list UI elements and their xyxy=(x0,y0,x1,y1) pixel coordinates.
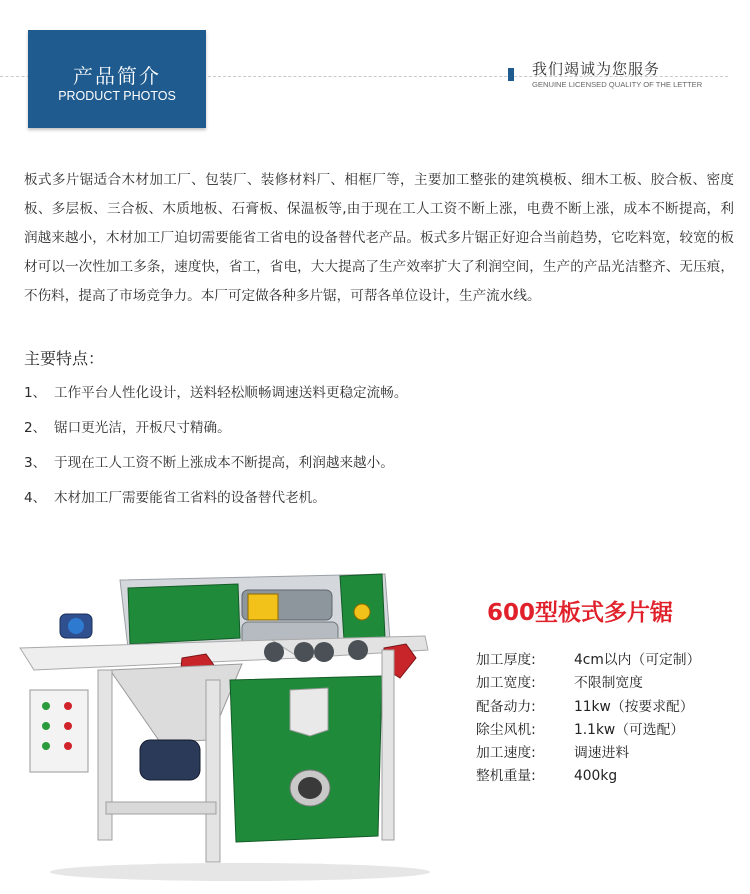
spec-value: 4cm以内（可定制） xyxy=(574,652,701,668)
feature-number: 4、 xyxy=(24,490,47,506)
feature-text: 工作平台人性化设计，送料轻松顺畅调速送料更稳定流畅。 xyxy=(54,385,408,401)
product-description: 板式多片锯适合木材加工厂、包装厂、装修材料厂、相框厂等，主要加工整张的建筑模板、细木工板、胶合板、密度板、多层板、三合板、木质地板、石膏板、保温板等,由于现在工人工资不断上涨，电费不断上涨，成本不断提高，利润越来越小，木材加工厂迫切需要能省工省电的设备替代老产品。板式多片锯正好迎合当前趋势，它吃料宽，较宽的板材可以一次性加工多条，速度快，省工，省电，大大提高了生产效率扩大了利润空间，生产的产品光洁整齐、无压痕，不伤料，提高了市场竞争力。本厂可定做各种多片锯，可帮各单位设计，生产流水线。 xyxy=(24,172,734,304)
spec-label: 除尘风机: xyxy=(476,721,536,738)
feature-text: 木材加工厂需要能省工省料的设备替代老机。 xyxy=(54,490,326,506)
spec-label: 加工速度: xyxy=(476,745,536,762)
slogan-text: 我们竭诚为您服务 xyxy=(532,60,661,78)
feature-text: 于现在工人工资不断上涨成本不断提高，利润越来越小。 xyxy=(54,455,394,471)
feature-number: 3、 xyxy=(24,455,47,471)
spec-label: 配备动力: xyxy=(476,698,536,715)
spec-label: 整机重量: xyxy=(476,768,536,785)
section-subtitle: PRODUCT PHOTOS xyxy=(58,89,176,103)
features-heading: 主要特点： xyxy=(24,349,105,368)
spec-label: 加工宽度: xyxy=(476,675,536,692)
spec-row xyxy=(476,671,700,694)
spec-value: 1.1kw（可选配） xyxy=(574,721,685,738)
header-divider-left xyxy=(0,76,30,77)
spec-value: 不限制宽度 xyxy=(574,675,643,692)
feature-number: 2、 xyxy=(24,420,47,436)
spec-row xyxy=(476,695,700,718)
machine-photo xyxy=(10,540,450,885)
spec-value: 11kw（按要求配） xyxy=(574,698,694,715)
spec-label: 加工厚度: xyxy=(476,652,536,668)
spec-row xyxy=(476,648,700,671)
spec-value: 调速进料 xyxy=(574,745,630,762)
feature-item xyxy=(24,381,407,416)
feature-number: 1、 xyxy=(24,385,47,401)
feature-text: 锯口更光洁，开板尺寸精确。 xyxy=(54,420,231,436)
section-title: 产品简介 xyxy=(73,64,161,88)
spec-row xyxy=(476,718,700,741)
feature-item xyxy=(24,451,407,486)
spec-list xyxy=(476,648,700,788)
section-title-box xyxy=(28,30,206,128)
feature-item xyxy=(24,486,407,521)
slogan-accent-bar xyxy=(508,68,514,81)
product-title: 600型板式多片锯 xyxy=(487,600,674,626)
spec-value: 400kg xyxy=(574,768,618,785)
spec-row xyxy=(476,764,700,787)
features-list xyxy=(24,381,407,521)
slogan-subtext: GENUINE LICENSED QUALITY OF THE LETTER xyxy=(532,80,703,89)
spec-row xyxy=(476,741,700,764)
feature-item xyxy=(24,416,407,451)
